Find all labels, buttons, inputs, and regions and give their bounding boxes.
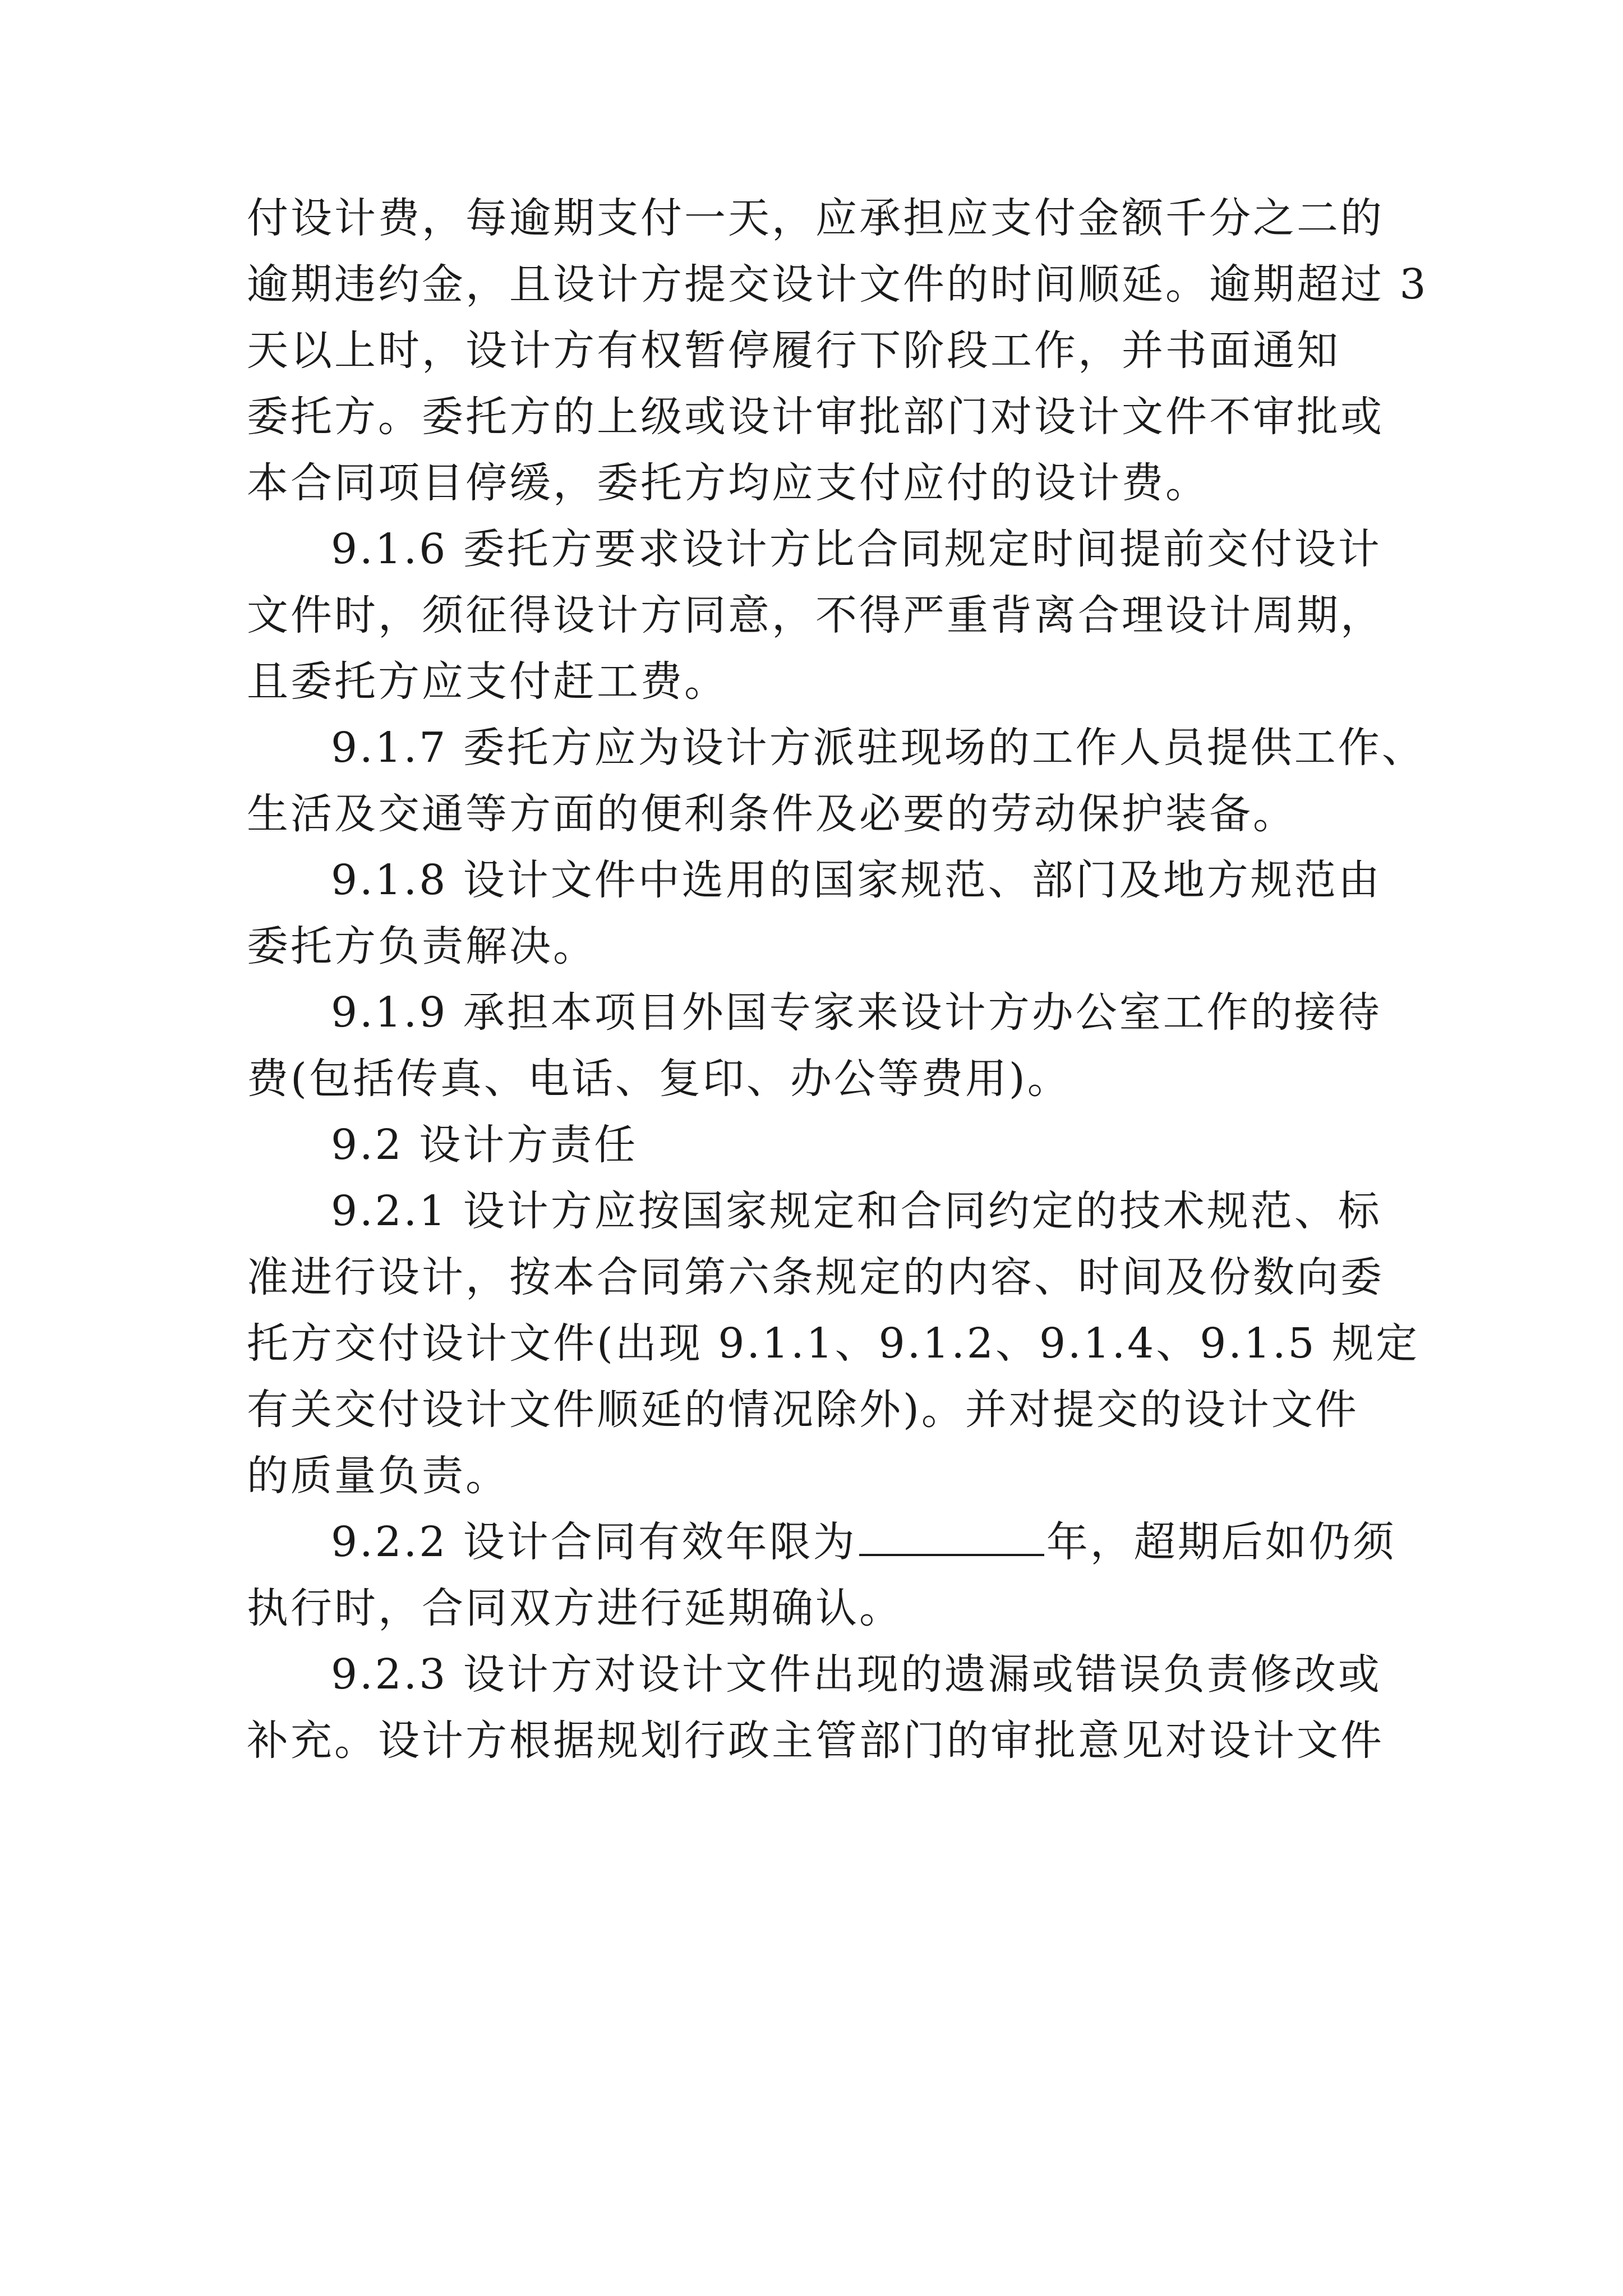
- text-line: 准进行设计，按本合同第六条规定的内容、时间及份数向委: [247, 1253, 1384, 1301]
- text-line: 生活及交通等方面的便利条件及必要的劳动保护装备。: [247, 790, 1297, 838]
- text-line: 有关交付设计文件顺延的情况除外)。并对提交的设计文件: [247, 1386, 1359, 1434]
- clause-9-2-1: 9.2.1 设计方应按国家规定和合同约定的技术规范、标: [331, 1187, 1382, 1235]
- text-line: 委托方负责解决。: [247, 922, 597, 970]
- clause-9-2-3: 9.2.3 设计方对设计文件出现的遗漏或错误负责修改或: [331, 1650, 1382, 1699]
- text-line: 的质量负责。: [247, 1452, 509, 1500]
- clause-9-2-2-prefix: 9.2.2 设计合同有效年限为: [331, 1518, 857, 1566]
- text-line: 补充。设计方根据规划行政主管部门的审批意见对设计文件: [247, 1717, 1384, 1765]
- clause-9-1-6: 9.1.6 委托方要求设计方比合同规定时间提前交付设计: [331, 525, 1382, 573]
- clause-9-1-8: 9.1.8 设计文件中选用的国家规范、部门及地方规范由: [331, 856, 1382, 904]
- text-line: 托方交付设计文件(出现 9.1.1、9.1.2、9.1.4、9.1.5 规定: [247, 1319, 1420, 1368]
- text-line: 费(包括传真、电话、复印、办公等费用)。: [247, 1055, 1071, 1103]
- text-line: 文件时，须征得设计方同意，不得严重背离合理设计周期，: [247, 591, 1384, 639]
- blank-underline-field: [859, 1510, 1044, 1556]
- clause-9-1-7: 9.1.7 委托方应为设计方派驻现场的工作人员提供工作、: [331, 724, 1426, 772]
- text-line: 付设计费，每逾期支付一天，应承担应支付金额千分之二的: [247, 194, 1384, 242]
- text-line: 本合同项目停缓，委托方均应支付应付的设计费。: [247, 459, 1209, 507]
- clause-9-2-2: [247, 1509, 1396, 1575]
- text-line: 且委托方应支付赶工费。: [247, 657, 728, 706]
- section-heading-9-2: 9.2 设计方责任: [331, 1121, 638, 1169]
- clause-9-2-2-suffix: 年，超期后如仍须: [1046, 1518, 1396, 1566]
- text-line: 逾期违约金，且设计方提交设计文件的时间顺延。逾期超过 3: [247, 260, 1428, 309]
- text-line: 天以上时，设计方有权暂停履行下阶段工作，并书面通知: [247, 326, 1340, 375]
- clause-9-1-9: 9.1.9 承担本项目外国专家来设计方办公室工作的接待: [331, 988, 1382, 1037]
- contract-text: [247, 185, 1428, 1774]
- text-line: 执行时，合同双方进行延期确认。: [247, 1584, 903, 1632]
- text-line: 委托方。委托方的上级或设计审批部门对设计文件不审批或: [247, 393, 1384, 441]
